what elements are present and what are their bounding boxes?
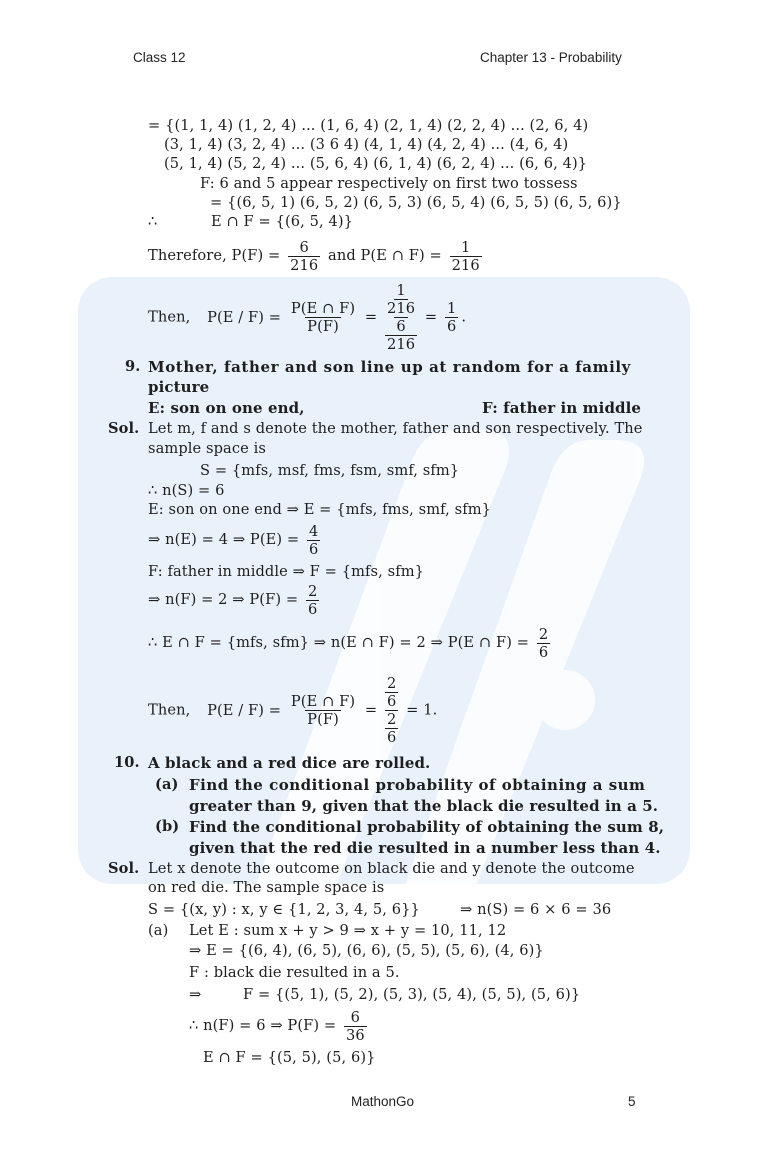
q10-sol-line-1: Let x denote the outcome on black die and y denote the outcome [148,860,635,877]
therefore-symbol: ∴ [148,213,158,230]
fraction-pf [288,239,320,274]
fraction-result [445,300,458,335]
q9-ne-line [148,520,323,560]
q9-sol-label: Sol. [108,420,140,437]
denominator: 6 [387,729,397,746]
q9-text-line-2: picture [148,378,210,396]
q10-text: A black and a red dice are rolled. [148,754,431,772]
q9-sol-line-2: sample space is [148,440,266,457]
q10-part-a-line-2: greater than 9, given that the black die resulted in a 5. [189,797,659,815]
q10-a-e-set: ⇒ E = {(6, 4), (6, 5), (6, 6), (5, 5), (5, 6), (4, 6)} [189,942,544,959]
period: . [461,308,467,326]
numerator: 2 [307,582,318,600]
fraction-pef [537,626,550,661]
equals: = [364,308,378,326]
conditional-probability-line [148,282,466,353]
set-f: = {(6, 5, 1) (6, 5, 2) (6, 5, 3) (6, 5, 4) (6, 5, 5) (6, 5, 6)} [210,194,622,211]
then-label: Then, [148,308,191,326]
compound-fraction [385,282,417,353]
q10-part-b-line-1: Find the conditional probability of obtaining the sum 8, [189,818,665,836]
fraction-cond [289,693,357,728]
q10-part-a-label: (a) [155,776,179,793]
fraction-pef [450,239,482,274]
q9-number: 9. [125,358,141,375]
q9-ns: ∴ n(S) = 6 [148,482,225,499]
numerator: 6 [299,238,309,256]
numerator: 6 [350,1008,361,1026]
denominator: 216 [290,256,319,274]
denominator: 216 [387,336,416,353]
denominator: P(F) [307,711,339,728]
compound-fraction [385,675,398,746]
nf-text: ∴ n(F) = 6 ⇒ P(F) = [189,1017,337,1034]
q9-text-line-1: Mother, father and son line up at random for a family [148,358,631,376]
footer-brand: MathonGo [351,1094,415,1109]
cond-label: P(E / F) = [207,308,282,326]
event-f-definition: F: 6 and 5 appear respectively on first two tossess [200,175,578,192]
q9-sample-space: S = {mfs, msf, fms, fsm, smf, sfm} [200,462,460,479]
numerator: 4 [308,522,319,540]
numerator: 2 [387,675,397,692]
q10-sample-space: S = {(x, y) : x, y ∈ {1, 2, 3, 4, 5, 6}} [148,901,420,918]
numerator: 1 [461,238,471,256]
fraction-pe [307,523,320,558]
q9-event-f: F: father in middle [482,399,642,417]
q10-a-f-arrow: ⇒ [189,986,202,1003]
q10-a-nf-line [189,1006,370,1046]
denominator: 6 [538,643,549,661]
denominator: 216 [451,256,480,274]
denominator: 6 [446,318,457,335]
q10-part-b-line-2: given that the red die resulted in a number less than 4. [189,839,661,857]
set-e-line-1: = {(1, 1, 4) (1, 2, 4) ... (1, 6, 4) (2, 1, 4) (2, 2, 4) ... (2, 6, 4) [148,117,589,134]
fraction-pf [306,583,319,618]
set-e-line-3: (5, 1, 4) (5, 2, 4) ... (5, 6, 4) (6, 1, 4) (6, 2, 4) ... (6, 6, 4)} [164,155,588,172]
q10-a-e-def: Let E : sum x + y > 9 ⇒ x + y = 10, 11, 12 [189,922,507,939]
cond-label: P(E / F) = [207,701,282,719]
numerator: 6 [396,318,406,335]
q10-a-f-def: F : black die resulted in a 5. [189,964,400,981]
q9-f-line: F: father in middle ⇒ F = {mfs, sfm} [148,563,425,580]
denominator: 6 [308,540,319,558]
q9-sol-line-1: Let m, f and s denote the mother, father and son respectively. The [148,420,643,437]
q10-sol-label: Sol. [108,860,140,877]
numerator: P(E ∩ F) [290,300,356,317]
probability-line [148,236,485,276]
ne-text: ⇒ n(E) = 4 ⇒ P(E) = [148,531,300,548]
header-chapter-title: Chapter 13 - Probability [480,50,622,65]
q10-ns: ⇒ n(S) = 6 × 6 = 36 [460,901,612,918]
denominator: 216 [387,300,416,317]
e-intersect-f: E ∩ F = {(6, 5, 4)} [211,213,354,230]
and-text: and P(E ∩ F) = [328,247,442,264]
numerator: P(E ∩ F) [290,693,356,710]
numerator: 1 [396,282,406,299]
q10-part-b-label: (b) [155,818,180,835]
equals: = [364,701,378,719]
denominator: 6 [387,693,397,710]
result: = 1. [406,701,438,719]
page-number: 5 [628,1094,636,1109]
q9-conditional-line [148,675,437,746]
q10-part-a-line-1: Find the conditional probability of obtaining a sum [189,776,646,794]
q9-ef-line [148,623,553,663]
denominator: 36 [345,1026,365,1044]
numerator: 2 [538,625,549,643]
equals: = [424,308,438,326]
ef-text: ∴ E ∩ F = {mfs, sfm} ⇒ n(E ∩ F) = 2 ⇒ P(E ∩ F) = [148,634,530,651]
fraction-pf [344,1009,367,1044]
denominator: P(F) [307,318,339,335]
q9-nf-line [148,580,322,620]
q10-a-label: (a) [148,922,169,939]
q10-a-f-set: F = {(5, 1), (5, 2), (5, 3), (5, 4), (5, 5), (5, 6)} [243,986,581,1003]
numerator: 1 [446,300,457,317]
fraction-cond [289,300,357,335]
q9-event-e: E: son on one end, [148,399,305,417]
numerator: 2 [387,711,397,728]
nf-text: ⇒ n(F) = 2 ⇒ P(F) = [148,591,299,608]
q10-sol-line-2: on red die. The sample space is [148,879,385,896]
q9-e-line: E: son on one end ⇒ E = {mfs, fms, smf, sfm} [148,501,492,518]
q10-number: 10. [114,754,140,771]
prob-prefix: Therefore, P(F) = [148,247,281,264]
then-label: Then, [148,701,191,719]
header-class-label: Class 12 [133,50,186,65]
set-e-line-2: (3, 1, 4) (3, 2, 4) ... (3 6 4) (4, 1, 4) (4, 2, 4) ... (4, 6, 4) [164,136,569,153]
denominator: 6 [307,600,318,618]
q10-a-ef: E ∩ F = {(5, 5), (5, 6)} [203,1049,376,1066]
